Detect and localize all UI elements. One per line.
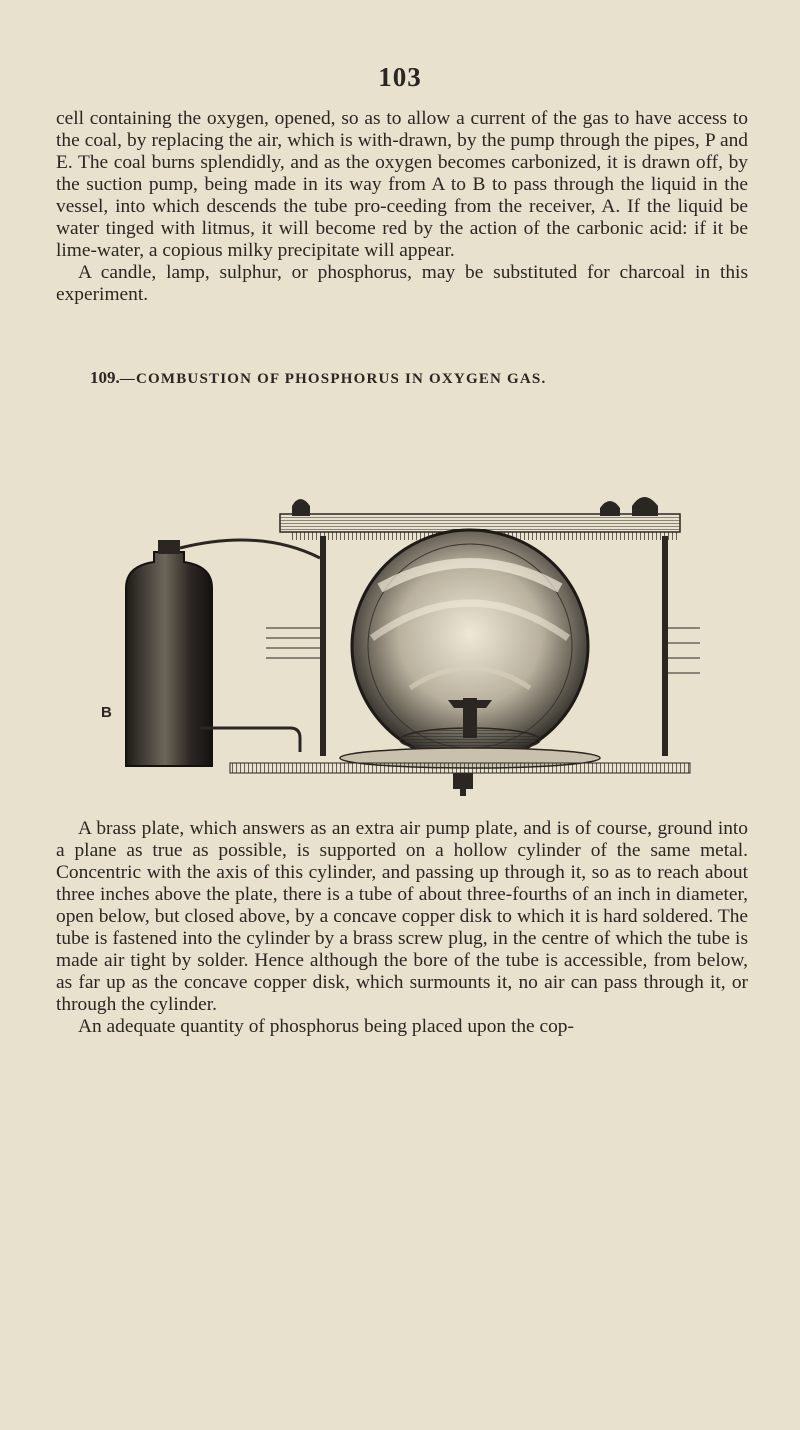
bottom-text-block xyxy=(56,818,748,1038)
paragraph-substitutes: A candle, lamp, sulphur, or phosphorus, may be substituted for charcoal in this experiment. xyxy=(56,262,748,305)
page-number: 103 xyxy=(378,62,422,92)
glass-globe xyxy=(352,530,588,762)
apparatus-engraving xyxy=(80,478,720,796)
bottle-b xyxy=(126,540,320,766)
base-plate xyxy=(230,763,690,773)
globe-stand xyxy=(340,728,600,768)
paragraph-brass-plate: A brass plate, which answers as an extra air pump plate, and is of course, ground into a plane as true as possible, is supported on a hollow cylinder of the same metal. Concentric with the axis of this cylinder, and passing up through it, so as to reach about three inches above the plate, there is a tube of about three-fourths of an inch in diameter, open below, but closed above, by a concave copper disk to which it is hard soldered. The tube is fastened into the cylinder by a brass screw plug, in the centre of which the tube is made air tight by solder. Hence although the bore of the tube is accessible, from below, as far up as the concave copper disk, which surmounts it, no air can pass through it, or through the cylinder. xyxy=(56,818,748,1015)
section-number: 109. xyxy=(90,368,120,387)
right-rod xyxy=(662,536,668,756)
left-rod xyxy=(320,536,326,756)
section-title: —COMBUSTION OF PHOSPHORUS IN OXYGEN GAS. xyxy=(119,371,547,387)
paragraph-continuation: cell containing the oxygen, opened, so as to allow a current of the gas to have access to the coal, by replacing the air, which is with-drawn, by the pump through the pipes, P and E. The coal burns splendidly, and as the oxygen becomes carbonized, it is drawn off, by the suction pump, being made in its way from A to B to pass through the liquid in the vessel, into which descends the tube pro-ceeding from the receiver, A. If the liquid be water tinged with litmus, it will become red by the action of the carbonic acid: if it be lime-water, a copious milky precipitate will appear. xyxy=(56,108,748,261)
stopcock xyxy=(453,773,473,796)
figure-label-b: B xyxy=(101,704,112,721)
top-text-block xyxy=(56,108,748,306)
section-heading xyxy=(90,368,770,388)
apparatus-illustration xyxy=(80,478,720,796)
paragraph-phosphorus: An adequate quantity of phosphorus being placed upon the cop- xyxy=(78,1016,574,1037)
